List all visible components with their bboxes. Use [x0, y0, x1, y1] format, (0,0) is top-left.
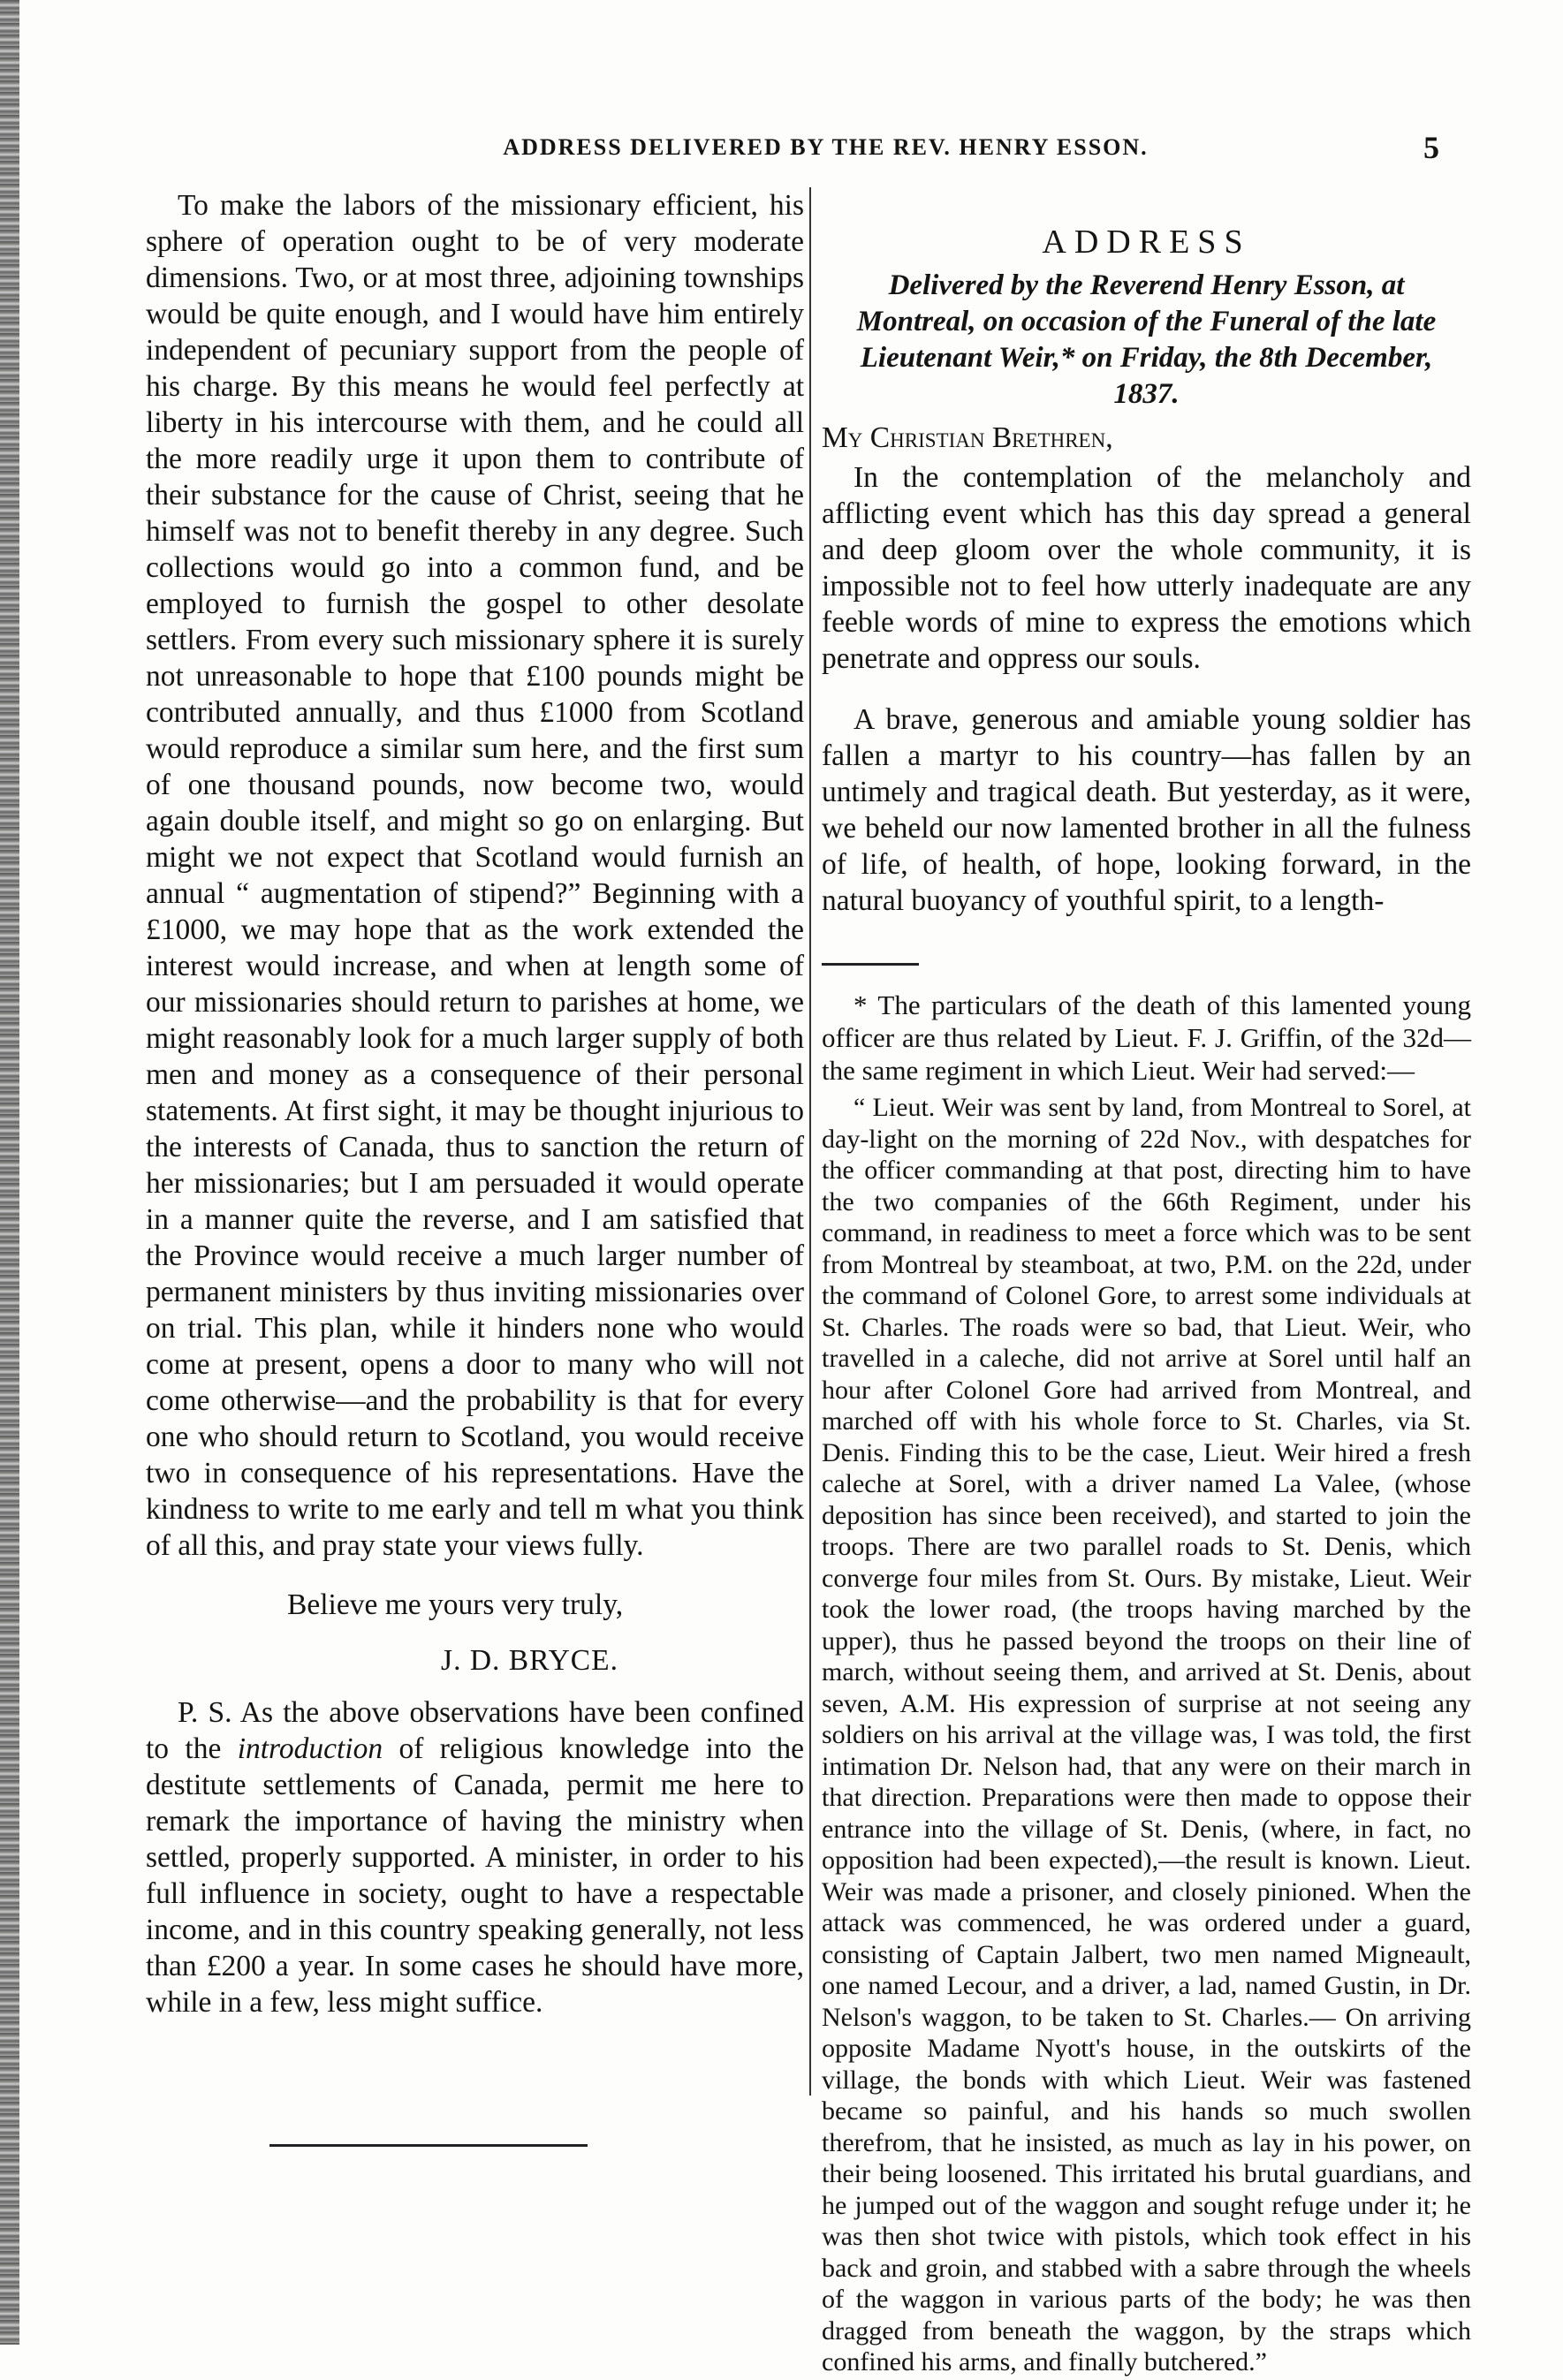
page-binding-edge [0, 0, 19, 2345]
postscript-lead: P. S. As the above observations have been confined to the [146, 1696, 804, 1765]
end-rule [269, 2144, 588, 2147]
postscript-emphasis: introduction [237, 1732, 383, 1765]
page-number: 5 [1423, 130, 1439, 165]
footnote-quote: “ Lieut. Weir was sent by land, from Montreal to Sorel, at day-light on the morning of 22d Nov., with despatches for the officer commanding at that post, directing him to have the two companies of the 66th Regiment, under his command, in readiness to meet a force which was to be sent from Montreal by steamboat, at two, P.M. on the 22d, under the command of Colonel Gore, to arrest some individuals at St. Charles. The roads were so bad, that Lieut. Weir, who travelled in a caleche, did not arrive at Sorel until half an hour after Colonel Gore had arrived from Montreal, and marched off with his whole force to St. Charles, via St. Denis. Finding this to be the case, Lieut. Weir hired a fresh caleche at Sorel, with a driver named La Valee, (whose deposition has since been received), and started to join the troops. There are two parallel roads to St. Denis, which converge four miles from St. Ours. By mistake, Lieut. Weir took the lower road, (the troops having marched by the upper), thus he passed beyond the troops on their line of march, without seeing them, and arrived at St. Denis, about seven, A.M. His expression of surprise at not seeing any soldiers on his arrival at the village was, I was told, the first intimation Dr. Nelson had, that any were on their march in that direction. Preparations were then made to oppose their entrance into the village of St. Denis, (where, in fact, no opposition had been expected),—the result is known. Lieut. Weir was made a prisoner, and closely pinioned. When the attack was commenced, he was ordered under a guard, consisting of Captain Jalbert, two men named Migneault, one named Lecour, and a driver, a lad, named Gustin, in Dr. Nelson's waggon, to be taken to St. Charles.— On arriving opposite Madame Nyott's house, in the outskirts of the village, the bonds with which Lieut. Weir was fastened became so painful, and his hands so much swollen therefrom, that he insisted, as much as lay in his power, on their being loosened. This irritated his brutal guardians, and he jumped out of the waggon and sought refuge under it; he was then shot twice with pistols, which took effect in his back and groin, and stabbed with a sabre through the wheels of the waggon in various parts of the body; he was then dragged from beneath the waggon, by the straps which confined his arms, and finally butchered.” [822, 1093, 1471, 2376]
footnote-rule [822, 963, 919, 966]
postscript-rest: of religious knowledge into the destitute settlements of Canada, permit me here to remark the importance of having the ministry when settled, properly supported. A minister, in order to his full influence in society, ought to have a respectable income, and in this country speaking generally, not less than £200 a year. In some cases he should have more, while in a few, less might suffice. [146, 1732, 805, 2019]
postscript [146, 1694, 804, 2020]
letter-closing: Believe me yours very truly, [287, 1588, 624, 1621]
footnote-intro: * The particulars of the death of this lamented young officer are thus related by Lieut. F. J. Griffin, of the 32d—the same regiment in which Lieut. Weir had served:— [822, 989, 1471, 1086]
footnote [822, 989, 1471, 2378]
salutation: My Christian Brethren, [822, 421, 1113, 454]
running-head-title: ADDRESS DELIVERED BY THE REV. HENRY ESSON. [503, 134, 1149, 160]
running-head [159, 130, 1492, 170]
letter-signature: J. D. BRYCE. [441, 1644, 618, 1677]
right-paragraph-2: A brave, generous and amiable young soldier has fallen a martyr to his country—has fallen by an untimely and tragical death. But yesterday, as it were, we beheld our now lamented brother in all the fulness of life, of health, of hope, looking forward, in the natural buoyancy of youthful spirit, to a length- [822, 703, 1471, 917]
right-column [822, 187, 1471, 2380]
column-divider [809, 187, 811, 2096]
left-paragraph-1: To make the labors of the missionary efficient, his sphere of operation ought to be of very moderate dimensions. Two, or at most three, adjoining townships would be quite enough, and I would have him entirely independent of pecuniary support from the people of his charge. By this means he would feel perfectly at liberty in his intercourse with them, and he could all the more readily urge it upon them to contribute of their substance for the cause of Christ, seeing that he himself was not to benefit thereby in any degree. Such collections would go into a common fund, and be employed to furnish the gospel to other desolate settlers. From every such missionary sphere it is surely not unreasonable to hope that £100 pounds might be contributed annually, and thus £1000 from Scotland would reproduce a similar sum here, and the first sum of one thousand pounds, now become two, would again double itself, and might so go on enlarging. But might we not expect that Scotland would furnish an annual “ augmentation of stipend?” Beginning with a £1000, we may hope that as the work extended the interest would increase, and when at length some of our missionaries should return to parishes at home, we might reasonably look for a much larger supply of both men and money as a consequence of their personal statements. At first sight, it may be thought injurious to the interests of Canada, thus to sanction the return of her missionaries; but I am persuaded it would operate in a manner quite the reverse, and I am satisfied that the Province would receive a much larger number of permanent ministers by thus inviting missionaries over on trial. This plan, while it hinders none who would come at present, opens a door to many who will not come otherwise—and the probability is that for every one who should return to Scotland, you would receive two in consequence of his representations. Have the kindness to write to me early and tell m what you think of all this, and pray state your views fully. [146, 189, 804, 1562]
left-column [146, 187, 804, 2147]
address-title: ADDRESS [1042, 224, 1251, 261]
address-subtitle: Delivered by the Reverend Henry Esson, at Montreal, on occasion of the Funeral of the late Lieutenant Weir,* on Friday, the 8th December, 1837. [856, 269, 1437, 410]
right-paragraph-1: In the contemplation of the melancholy and afflicting event which has this day spread a general and deep gloom over the whole community, it is impossible not to feel how utterly inadequate are any feeble words of mine to express the emotions which penetrate and oppress our souls. [822, 461, 1471, 675]
